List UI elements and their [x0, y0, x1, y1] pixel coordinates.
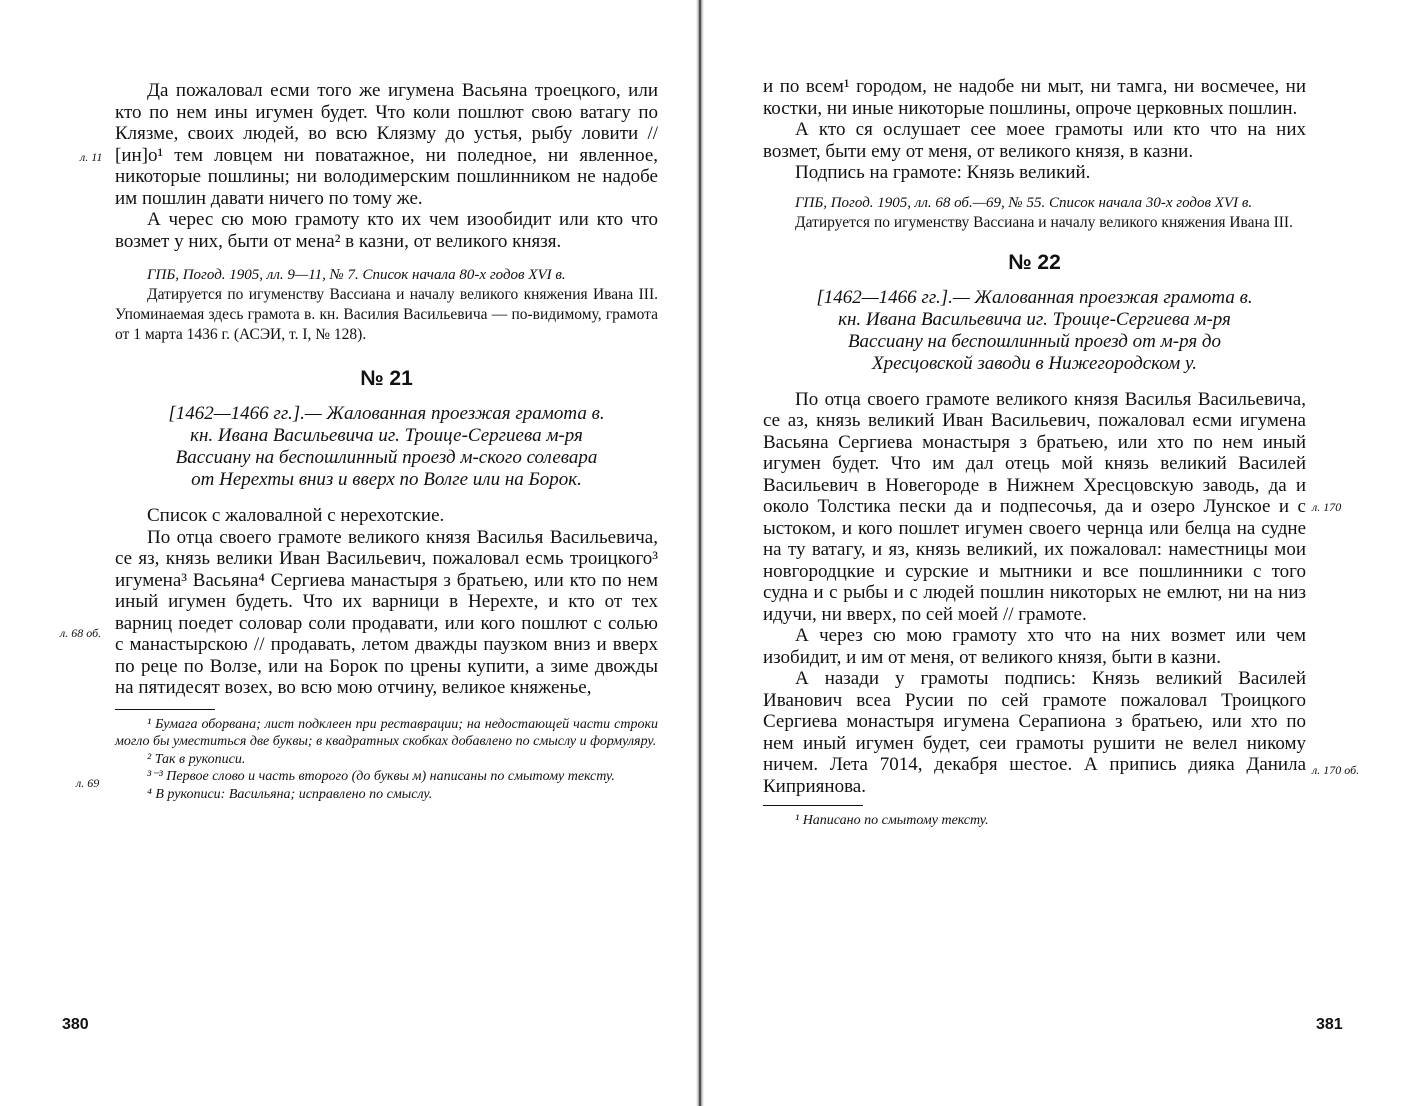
page-number-381: 381 [1316, 1016, 1343, 1033]
right-text-column [763, 76, 1306, 830]
left-paragraph-3: Список с жаловалной с нерехотские. [147, 505, 445, 526]
left-text-column [115, 80, 658, 803]
left-paragraph-2: А черес сю мою грамоту кто их чем изообидит или кто что возмет у них, быти от мена² в казни, от великого князя. [115, 209, 658, 252]
right-paragraph-5: А через сю мою грамоту хто что на них возмет или чем изобидит, и им от меня, от великого князя, быти в казни. [763, 625, 1306, 668]
margin-note-l69: л. 69 [76, 776, 100, 790]
margin-note-l11: л. 11 [80, 150, 103, 164]
right-paragraph-6: А назади у грамоты подпись: Князь великий Василей Иванович всеа Русии по сей грамоте пожаловал Троицкого Сергиева монастыря игумена Серапиона з братьею, или хто по нем иный игумен будет, сеи грамоты рушити не велел никому ничем. Лета 7014, декабря шестое. А припись диякa Данила Киприянова. [763, 668, 1306, 797]
left-paragraph-1: Да пожаловал есми того же игумена Васьяна троецкого, или кто по нем ины игумен будет. Что коли пошлют свою ватагу по Клязме, своих людей, во всю Клязму до устья, рыбу ловити // [ин]о¹ тем ловцем ни поватажное, ни поледное, ни явленное, никоторые пошлины; ни володимерским пошлинником не надобе им пошлин давати ничего по тому же. [115, 80, 658, 209]
left-dating-note: Датируется по игуменству Вассиана и началу великого княжения Ивана III. Упоминаемая здесь грамота в. кн. Василия Васильевича — по-видимому, грамота от 1 марта 1436 г. (АСЭИ, т. I, № 128). [115, 286, 658, 343]
right-paragraph-4: По отца своего грамоте великого князя Василья Васильевича, се аз, князь великий Иван Васильевич, пожаловал есми игумена Васьяна Сергиева монастыря з братьею, или хто по нем иный игумен будет. Что им дал отець мой князь великий Василей Васильевич в Новегороде в Нижнем Хресцовскую заводь, да и около Толстика пески да и подпесочья, да и озеро Лунское и с ыстоком, и кого пошлет игумен своего чернца или белца на судне на ту ватагу, и яз, князь великий, их пожаловал: наместницы мои новгородцкие и сурские и мытники и все пошлинники с того судна и с рыбы и с людей пошлин никоторых не емлют, ни на низ идучи, ни вверх, по сей моей // грамоте. [763, 388, 1306, 625]
right-paragraph-1: и по всем¹ городом, не надобе ни мыт, ни тамга, ни восмечее, ни костки, ни иные никоторые пошлины, опроче церковных пошлин. [763, 76, 1306, 119]
left-footnote-3: ³⁻³ Первое слово и часть второго (до буквы м) написаны по смытому тексту. [147, 769, 615, 784]
right-source-citation: ГПБ, Погод. 1905, лл. 68 об.—69, № 55. Список начала 30-х годов XVI в. [795, 194, 1253, 211]
left-footnote-1: ¹ Бумага оборвана; лист подклеен при реставрации; на недостающей части строки могло бы уместиться две буквы; в квадратных скобках добавлено по смыслу и формуляру. [115, 716, 658, 749]
doc-number-22: № 22 [1008, 250, 1061, 274]
right-dating-note: Датируется по игуменству Вассиана и началу великого княжения Ивана III. [795, 213, 1293, 231]
doc-22-heading: [1462—1466 гг.].— Жалованная проезжая грамота в. кн. Ивана Васильевича иг. Троице-Сергиева м-ря Вассиану на беспошлинный проезд от м-ря до Хресцовской заводи в Нижегородском у. [816, 286, 1253, 374]
margin-note-l170: л. 170 [1312, 500, 1342, 514]
right-paragraph-3: Подпись на грамоте: Князь великий. [795, 162, 1091, 183]
left-source-citation: ГПБ, Погод. 1905, лл. 9—11, № 7. Список начала 80-х годов XVI в. [147, 267, 566, 283]
page-number-380: 380 [62, 1016, 89, 1033]
right-paragraph-2: А кто ся ослушает сее моее грамоты или кто что на них возмет, быти ему от меня, от великого князя, в казни. [763, 119, 1306, 162]
book-spine [696, 0, 704, 1106]
left-footnote-2: ² Так в рукописи. [147, 751, 246, 767]
doc-21-heading: [1462—1466 гг.].— Жалованная проезжая грамота в. кн. Ивана Васильевича иг. Троице-Сергиева м-ря Вассиану на беспошлинный проезд м-ского солевара от Нерехты вниз и вверх по Волге или на Борок. [168, 403, 605, 490]
left-page [0, 0, 700, 1106]
doc-number-21: № 21 [360, 367, 413, 390]
margin-note-l170ob: л. 170 об. [1312, 763, 1360, 777]
right-page [708, 0, 1427, 1106]
left-paragraph-4: По отца своего грамоте великого князя Василья Васильевича, се яз, князь велики Иван Васильевич, пожаловал есмь троицкого³ игумена³ Васьяна⁴ Сергиева манастыря з братьею, или кто по нем иный игумен будеть. Что их варници в Нерехте, и кто от тех варниц поедет соловар соли продавати, или кого пошлют с солью с манастырскою // продавать, летом дважды паузком вниз и вверх по реце по Волзе, или на Борок по црены купити, а зиме двожды на пятидесят возех, во всю мою отчину, великое княженье, [115, 526, 658, 698]
left-footnote-4: ⁴ В рукописи: Васильяна; исправлено по смыслу. [147, 786, 433, 802]
right-footnote-1: ¹ Написано по смытому тексту. [795, 813, 989, 828]
margin-note-l68ob: л. 68 об. [60, 626, 102, 640]
